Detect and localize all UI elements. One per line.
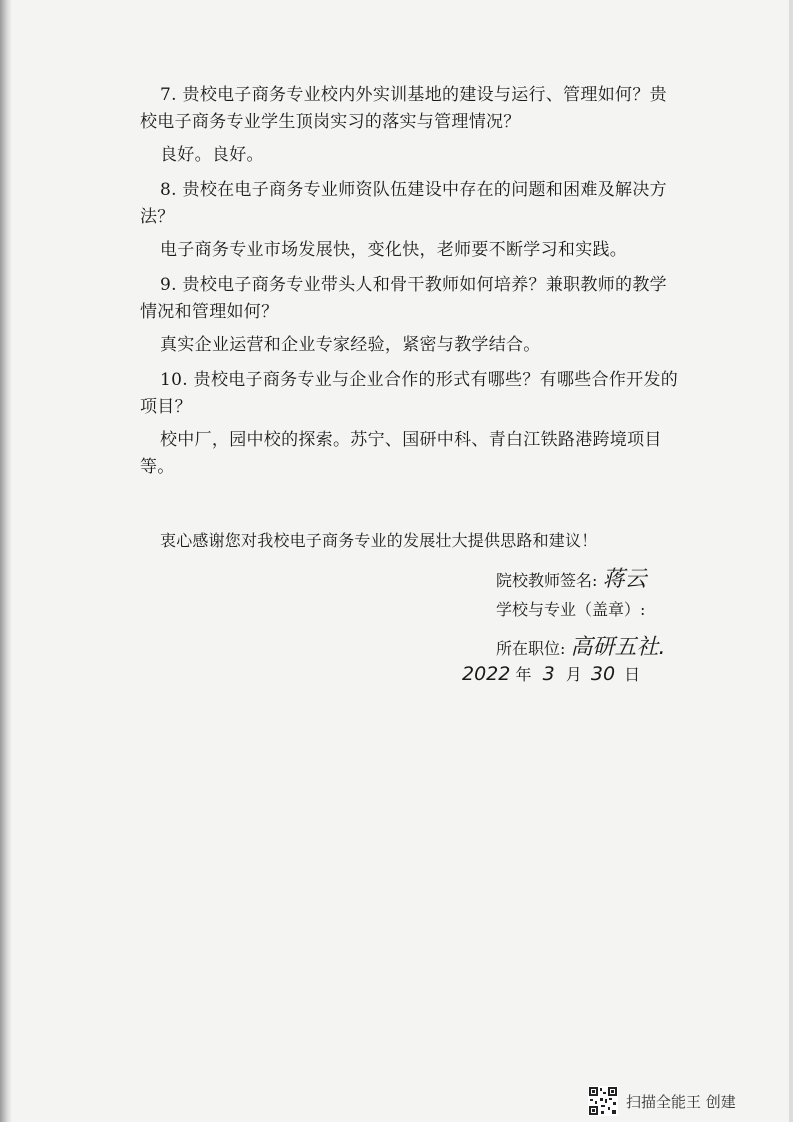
date-day-unit: 日: [624, 665, 641, 684]
date-day-handwritten: 30: [590, 663, 616, 685]
signing-date: [462, 662, 640, 685]
answer-10: 校中厂，园中校的探索。苏宁、国研中科、青白江铁路港跨境项目等。: [140, 430, 662, 477]
date-year-unit: 年: [515, 665, 532, 684]
scan-right-edge: [789, 0, 793, 1122]
teacher-signature-row: [496, 562, 647, 593]
question-8: 8. 贵校在电子商务专业师资队伍建设中存在的问题和困难及解决方法？: [140, 180, 667, 227]
question-7: 7. 贵校电子商务专业校内外实训基地的建设与运行、管理如何？贵校电子商务专业学生顶岗实习的落实与管理情况？: [140, 85, 667, 132]
answer-8: 电子商务专业市场发展快，变化快，老师要不断学习和实践。: [160, 240, 628, 260]
qr-code-icon: [588, 1086, 618, 1116]
question-10: 10. 贵校电子商务专业与企业合作的形式有哪些？有哪些合作开发的项目？: [140, 370, 679, 417]
school-stamp-row: [496, 597, 645, 620]
answer-7: 良好。良好。: [160, 145, 264, 165]
qa-section: [140, 82, 680, 489]
date-month-unit: 月: [565, 665, 582, 684]
scanner-watermark-text: 扫描全能王 创建: [626, 1092, 736, 1111]
question-9: 9. 贵校电子商务专业带头人和骨干教师如何培养？兼职教师的教学情况和管理如何？: [140, 275, 667, 322]
position-row: [496, 630, 666, 661]
scan-left-edge: [0, 0, 12, 1122]
position-handwritten: 高研五社.: [570, 635, 666, 660]
thanks-line: 衷心感谢您对我校电子商务专业的发展壮大提供思路和建议！: [160, 531, 598, 550]
date-month-handwritten: 3: [542, 663, 555, 685]
scanner-watermark: [588, 1086, 736, 1116]
date-year-handwritten: 2022: [462, 663, 511, 685]
position-label: 所在职位:: [496, 639, 566, 658]
teacher-signature-handwritten: 蒋云: [602, 567, 647, 592]
school-stamp-label: 学校与专业（盖章）:: [496, 600, 646, 619]
answer-9: 真实企业运营和企业专家经验，紧密与教学结合。: [160, 335, 541, 355]
teacher-signature-label: 院校教师签名:: [496, 571, 598, 590]
